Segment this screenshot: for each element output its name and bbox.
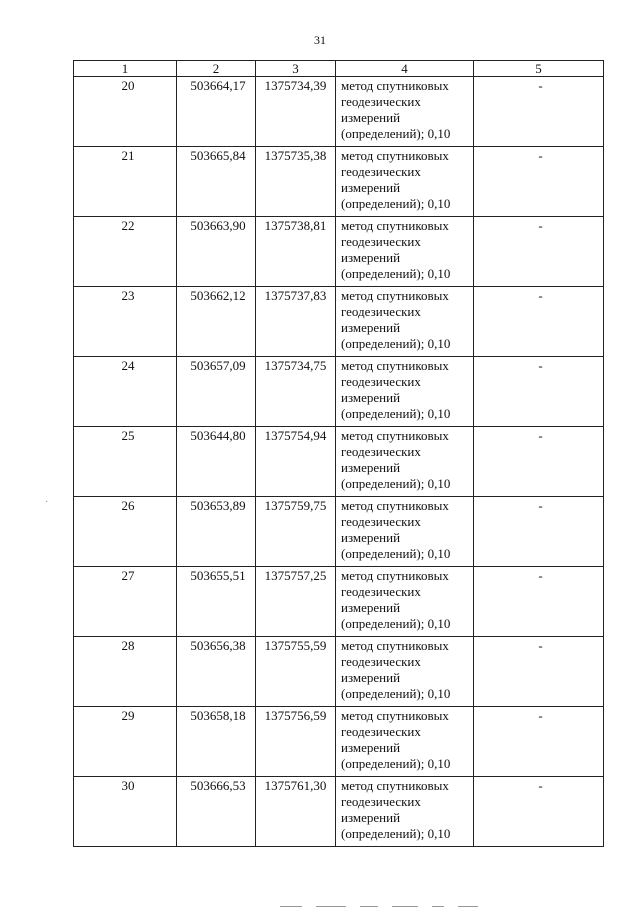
note-cell: - <box>474 287 604 357</box>
table-row <box>74 637 604 707</box>
table-row <box>74 217 604 287</box>
table-header-row <box>74 61 604 77</box>
coordinates-table-container <box>73 60 603 847</box>
method-cell: метод спутниковых геодезических измерений (определений); 0,10 <box>336 777 474 847</box>
point-number-cell: 25 <box>74 427 177 497</box>
y-coordinate-cell: 1375734,39 <box>256 77 336 147</box>
y-coordinate-cell: 1375734,75 <box>256 357 336 427</box>
footer-scan-marks <box>280 897 580 903</box>
x-coordinate-cell: 503664,17 <box>177 77 256 147</box>
method-cell: метод спутниковых геодезических измерений (определений); 0,10 <box>336 217 474 287</box>
method-cell: метод спутниковых геодезических измерений (определений); 0,10 <box>336 287 474 357</box>
x-coordinate-cell: 503656,38 <box>177 637 256 707</box>
x-coordinate-cell: 503653,89 <box>177 497 256 567</box>
note-cell: - <box>474 497 604 567</box>
point-number-cell: 22 <box>74 217 177 287</box>
note-cell: - <box>474 357 604 427</box>
point-number-cell: 26 <box>74 497 177 567</box>
margin-mark: · <box>45 497 49 508</box>
note-cell: - <box>474 777 604 847</box>
method-cell: метод спутниковых геодезических измерений (определений); 0,10 <box>336 497 474 567</box>
header-col-3: 3 <box>256 61 336 77</box>
table-row <box>74 147 604 217</box>
point-number-cell: 29 <box>74 707 177 777</box>
method-cell: метод спутниковых геодезических измерений (определений); 0,10 <box>336 357 474 427</box>
point-number-cell: 24 <box>74 357 177 427</box>
x-coordinate-cell: 503655,51 <box>177 567 256 637</box>
point-number-cell: 28 <box>74 637 177 707</box>
table-row <box>74 427 604 497</box>
y-coordinate-cell: 1375755,59 <box>256 637 336 707</box>
method-cell: метод спутниковых геодезических измерений (определений); 0,10 <box>336 567 474 637</box>
header-col-2: 2 <box>177 61 256 77</box>
y-coordinate-cell: 1375735,38 <box>256 147 336 217</box>
page-number: 31 <box>314 33 326 47</box>
x-coordinate-cell: 503644,80 <box>177 427 256 497</box>
x-coordinate-cell: 503666,53 <box>177 777 256 847</box>
point-number-cell: 21 <box>74 147 177 217</box>
y-coordinate-cell: 1375737,83 <box>256 287 336 357</box>
y-coordinate-cell: 1375738,81 <box>256 217 336 287</box>
table-row <box>74 497 604 567</box>
note-cell: - <box>474 427 604 497</box>
table-row <box>74 777 604 847</box>
y-coordinate-cell: 1375756,59 <box>256 707 336 777</box>
x-coordinate-cell: 503658,18 <box>177 707 256 777</box>
table-row <box>74 77 604 147</box>
method-cell: метод спутниковых геодезических измерений (определений); 0,10 <box>336 147 474 217</box>
header-col-4: 4 <box>336 61 474 77</box>
x-coordinate-cell: 503665,84 <box>177 147 256 217</box>
y-coordinate-cell: 1375759,75 <box>256 497 336 567</box>
y-coordinate-cell: 1375757,25 <box>256 567 336 637</box>
point-number-cell: 23 <box>74 287 177 357</box>
header-col-5: 5 <box>474 61 604 77</box>
coordinates-table <box>73 60 604 847</box>
note-cell: - <box>474 637 604 707</box>
table-row <box>74 707 604 777</box>
point-number-cell: 20 <box>74 77 177 147</box>
note-cell: - <box>474 567 604 637</box>
note-cell: - <box>474 707 604 777</box>
table-body <box>74 77 604 847</box>
x-coordinate-cell: 503663,90 <box>177 217 256 287</box>
note-cell: - <box>474 147 604 217</box>
method-cell: метод спутниковых геодезических измерений (определений); 0,10 <box>336 77 474 147</box>
x-coordinate-cell: 503662,12 <box>177 287 256 357</box>
y-coordinate-cell: 1375761,30 <box>256 777 336 847</box>
point-number-cell: 30 <box>74 777 177 847</box>
point-number-cell: 27 <box>74 567 177 637</box>
table-row <box>74 567 604 637</box>
table-row <box>74 357 604 427</box>
note-cell: - <box>474 77 604 147</box>
table-row <box>74 287 604 357</box>
y-coordinate-cell: 1375754,94 <box>256 427 336 497</box>
note-cell: - <box>474 217 604 287</box>
method-cell: метод спутниковых геодезических измерений (определений); 0,10 <box>336 707 474 777</box>
x-coordinate-cell: 503657,09 <box>177 357 256 427</box>
method-cell: метод спутниковых геодезических измерений (определений); 0,10 <box>336 427 474 497</box>
header-col-1: 1 <box>74 61 177 77</box>
method-cell: метод спутниковых геодезических измерений (определений); 0,10 <box>336 637 474 707</box>
